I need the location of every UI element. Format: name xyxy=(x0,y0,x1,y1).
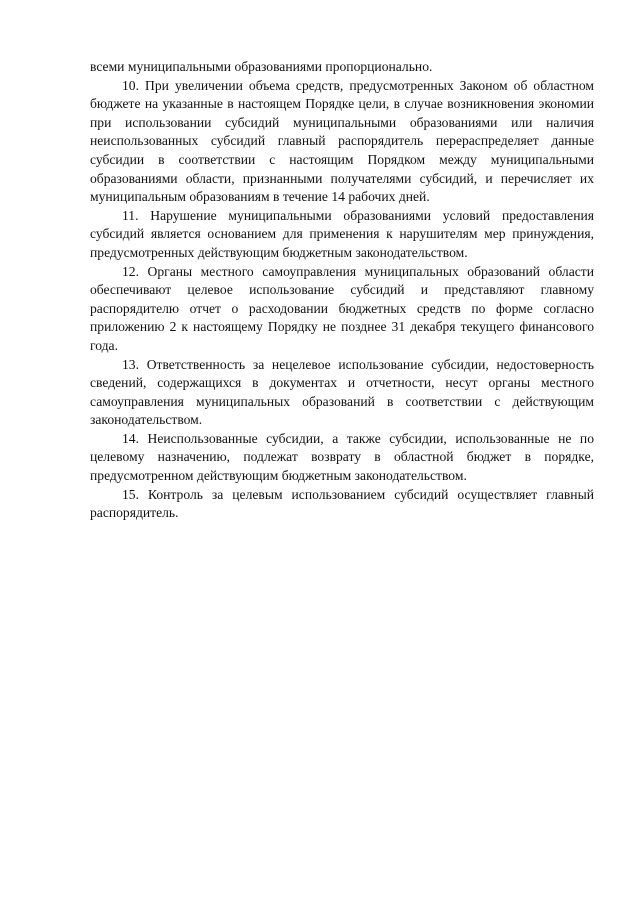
paragraph-continuation: всеми муниципальными образованиями пропорционально. xyxy=(90,59,433,74)
paragraph-10: 10. При увеличении объема средств, предусмотренных Законом об областном бюджете на указанные в настоящем Порядке цели, в случае возникновения экономии при использовании субсидий муниципальными образованиями или наличия неиспользованных субсидий главный распорядитель перераспределяет данные субсидии в соответствии с настоящим Порядком между муниципальными образованиями области, признанными получателями субсидий, и перечисляет их муниципальным образованиям в течение 14 рабочих дней. xyxy=(90,77,594,205)
paragraph-13: 13. Ответственность за нецелевое использование субсидии, недостоверность сведений, содержащихся в документах и отчетности, несут органы местного самоуправления муниципальных образований в соответствии с действующим законодательством. xyxy=(90,356,594,428)
paragraph-15: 15. Контроль за целевым использованием субсидий осуществляет главный распорядитель. xyxy=(90,486,594,521)
document-page xyxy=(90,58,594,523)
paragraph-11: 11. Нарушение муниципальными образованиями условий предоставления субсидий является основанием для применения к нарушителям мер принуждения, предусмотренных действующим бюджетным законодательством. xyxy=(90,207,594,260)
paragraph-12: 12. Органы местного самоуправления муниципальных образований области обеспечивают целевое использование субсидий и представляют главному распорядителю отчет о расходовании бюджетных средств по форме согласно приложению 2 к настоящему Порядку не позднее 31 декабря текущего финансового года. xyxy=(90,263,594,353)
paragraph-14: 14. Неиспользованные субсидии, а также субсидии, использованные не по целевому назначению, подлежат возврату в областной бюджет в порядке, предусмотренном действующим бюджетным законодательством. xyxy=(90,430,594,484)
